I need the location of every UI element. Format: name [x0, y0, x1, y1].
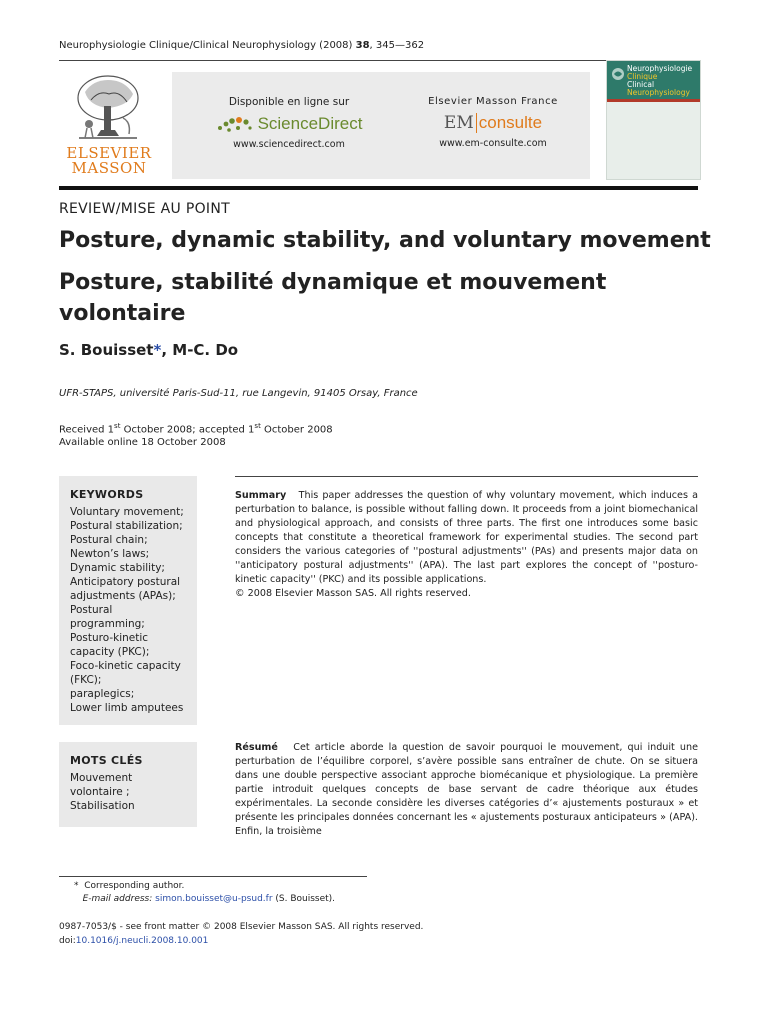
emconsulte-block [408, 96, 578, 149]
article-category: REVIEW/MISE AU POINT [59, 201, 230, 217]
elsevier-tree-icon [73, 72, 143, 144]
top-rule [59, 60, 698, 61]
cover-title-line: Neurophysiologie [627, 64, 693, 73]
article-title-fr: Posture, stabilité dynamique et mouvement volontaire [59, 270, 607, 326]
em-wordmark: EM [444, 113, 477, 133]
sciencedirect-logo [204, 112, 374, 136]
keyword-item: Lower limb amputees [70, 702, 184, 714]
email-note [59, 893, 335, 906]
received-text: Received 1 [59, 424, 115, 436]
sciencedirect-caption: Disponible en ligne sur [228, 96, 350, 108]
journal-citation [59, 40, 424, 51]
elsevier-word: ELSEVIER [66, 144, 152, 162]
resume-text: Cet article aborde la question de savoir pourquoi le mouvement, qui induit une perturbation de l’équilibre corporel, s’avère possible sans entraîner de chute. On se situera dans une double perspective associant approche biomécanique et physiologique. La première partie introduit quelques concepts de base servant de cadre théorique aux études expérimentales. La seconde considère les diverses catégories d’« ajustements posturaux » et présente les principales données concernant les « ajustements posturaux anticipateurs » (APA). Enfin, la troisième [235, 742, 698, 837]
ordinal-suffix: st [114, 422, 121, 430]
summary-abstract [235, 489, 698, 601]
brain-icon [611, 67, 625, 81]
header-rule [59, 186, 698, 190]
summary-paragraph [235, 489, 698, 587]
keyword-item: Postural chain; [70, 534, 148, 546]
journal-volume: 38 [355, 40, 370, 51]
elsevier-masson-wordmark [59, 146, 159, 176]
article-title-en: Posture, dynamic stability, and voluntary movement [59, 228, 711, 253]
article-dates [59, 420, 333, 449]
resume-abstract [235, 741, 698, 839]
mots-cles-list [70, 771, 197, 813]
sciencedirect-dots-icon [216, 114, 254, 134]
corresponding-author-mark[interactable]: * [153, 341, 162, 359]
journal-name: Neurophysiologie Clinique/Clinical Neurophysiology (2008) [59, 40, 356, 51]
author-list [59, 341, 238, 359]
doi-line [59, 934, 423, 948]
keyword-item: Postural [70, 604, 113, 616]
keyword-item: capacity (PKC); [70, 646, 150, 658]
keyword-item: Dynamic stability; [70, 562, 165, 574]
received-accepted [59, 420, 333, 436]
keywords-box [59, 476, 197, 725]
elsevier-masson-logo [59, 72, 159, 180]
consulte-wordmark: consulte [478, 113, 543, 132]
doi-label: doi: [59, 936, 76, 946]
keyword-item: Postural stabilization; [70, 520, 183, 532]
sciencedirect-url[interactable]: www.sciencedirect.com [233, 139, 345, 150]
author-name: , M-C. Do [161, 341, 239, 359]
masson-word: MASSON [71, 159, 147, 177]
available-online: Available online 18 October 2008 [59, 437, 226, 449]
keyword-item: Posturo-kinetic [70, 632, 149, 644]
cover-stripe [607, 99, 700, 102]
keyword-item: Voluntary movement; [70, 506, 184, 518]
keyword-item: adjustments (APAs); [70, 590, 176, 602]
corresponding-author-note [59, 880, 335, 893]
keyword-item: paraplegics; [70, 688, 135, 700]
keyword-item: Newton’s laws; [70, 548, 150, 560]
keyword-item: Anticipatory postural [70, 576, 181, 588]
keyword-item: programming; [70, 618, 145, 630]
email-owner: (S. Bouisset). [272, 894, 336, 904]
sciencedirect-wordmark: ScienceDirect [257, 114, 363, 133]
cover-title-line: Clinical [627, 80, 655, 89]
keywords-heading: KEYWORDS [70, 488, 144, 501]
journal-pages: , 345—362 [369, 40, 425, 51]
footnote [59, 880, 335, 906]
sciencedirect-block [204, 96, 374, 150]
cover-title [627, 65, 692, 97]
email-label: E-mail address: [82, 894, 156, 904]
emconsulte-url[interactable]: www.em-consulte.com [439, 138, 547, 149]
front-matter [59, 920, 423, 948]
keywords-list [70, 505, 197, 715]
cover-title-line: Clinique [627, 72, 658, 81]
keyword-item: Stabilisation [70, 800, 135, 812]
affiliation: UFR-STAPS, université Paris-Sud-11, rue Langevin, 91405 Orsay, France [59, 388, 418, 399]
abstract-rule [235, 476, 698, 477]
emconsulte-caption: Elsevier Masson France [428, 96, 558, 107]
corresponding-label: Corresponding author. [84, 881, 185, 891]
cover-band [607, 61, 700, 99]
journal-cover [606, 60, 701, 180]
footnote-rule [59, 876, 367, 877]
summary-label: Summary [235, 490, 287, 501]
availability-banner [172, 72, 590, 179]
summary-text: This paper addresses the question of why voluntary movement, which induces a perturbation to balance, is possible without falling down. It proceeds from a joint biomechanical and physiological approach, and consists of three parts. The first one introduces some basic concepts that constitute a theoretical framework for experimental studies. The second part considers the various categories of ''postural adjustments'' (PAs) and presents major data on ''anticipatory postural adjustments'' (APA). The last part explores the concept of ''posturo-kinetic capacity'' (PKC) and its possible applications. [235, 490, 698, 585]
author-name: S. Bouisset [59, 341, 154, 359]
mots-cles-heading: MOTS CLÉS [70, 754, 143, 767]
resume-label: Résumé [235, 742, 278, 753]
keyword-item: (FKC); [70, 674, 102, 686]
keyword-item: Mouvement [70, 772, 133, 784]
keyword-item: Foco-kinetic capacity [70, 660, 181, 672]
email-link[interactable]: simon.bouisset@u-psud.fr [155, 894, 273, 904]
mots-cles-box [59, 742, 197, 827]
issn-line: 0987-7053/$ - see front matter © 2008 Elsevier Masson SAS. All rights reserved. [59, 922, 424, 932]
footnote-mark: * [74, 881, 79, 891]
summary-copyright: © 2008 Elsevier Masson SAS. All rights reserved. [235, 588, 471, 599]
cover-title-line: Neurophysiology [627, 88, 690, 97]
accepted-text: October 2008; accepted 1 [120, 424, 255, 436]
keyword-item: volontaire ; [70, 786, 130, 798]
doi-link[interactable]: 10.1016/j.neucli.2008.10.001 [75, 936, 209, 946]
ordinal-suffix: st [254, 422, 261, 430]
accepted-date: October 2008 [260, 424, 333, 436]
emconsulte-logo [408, 111, 578, 135]
